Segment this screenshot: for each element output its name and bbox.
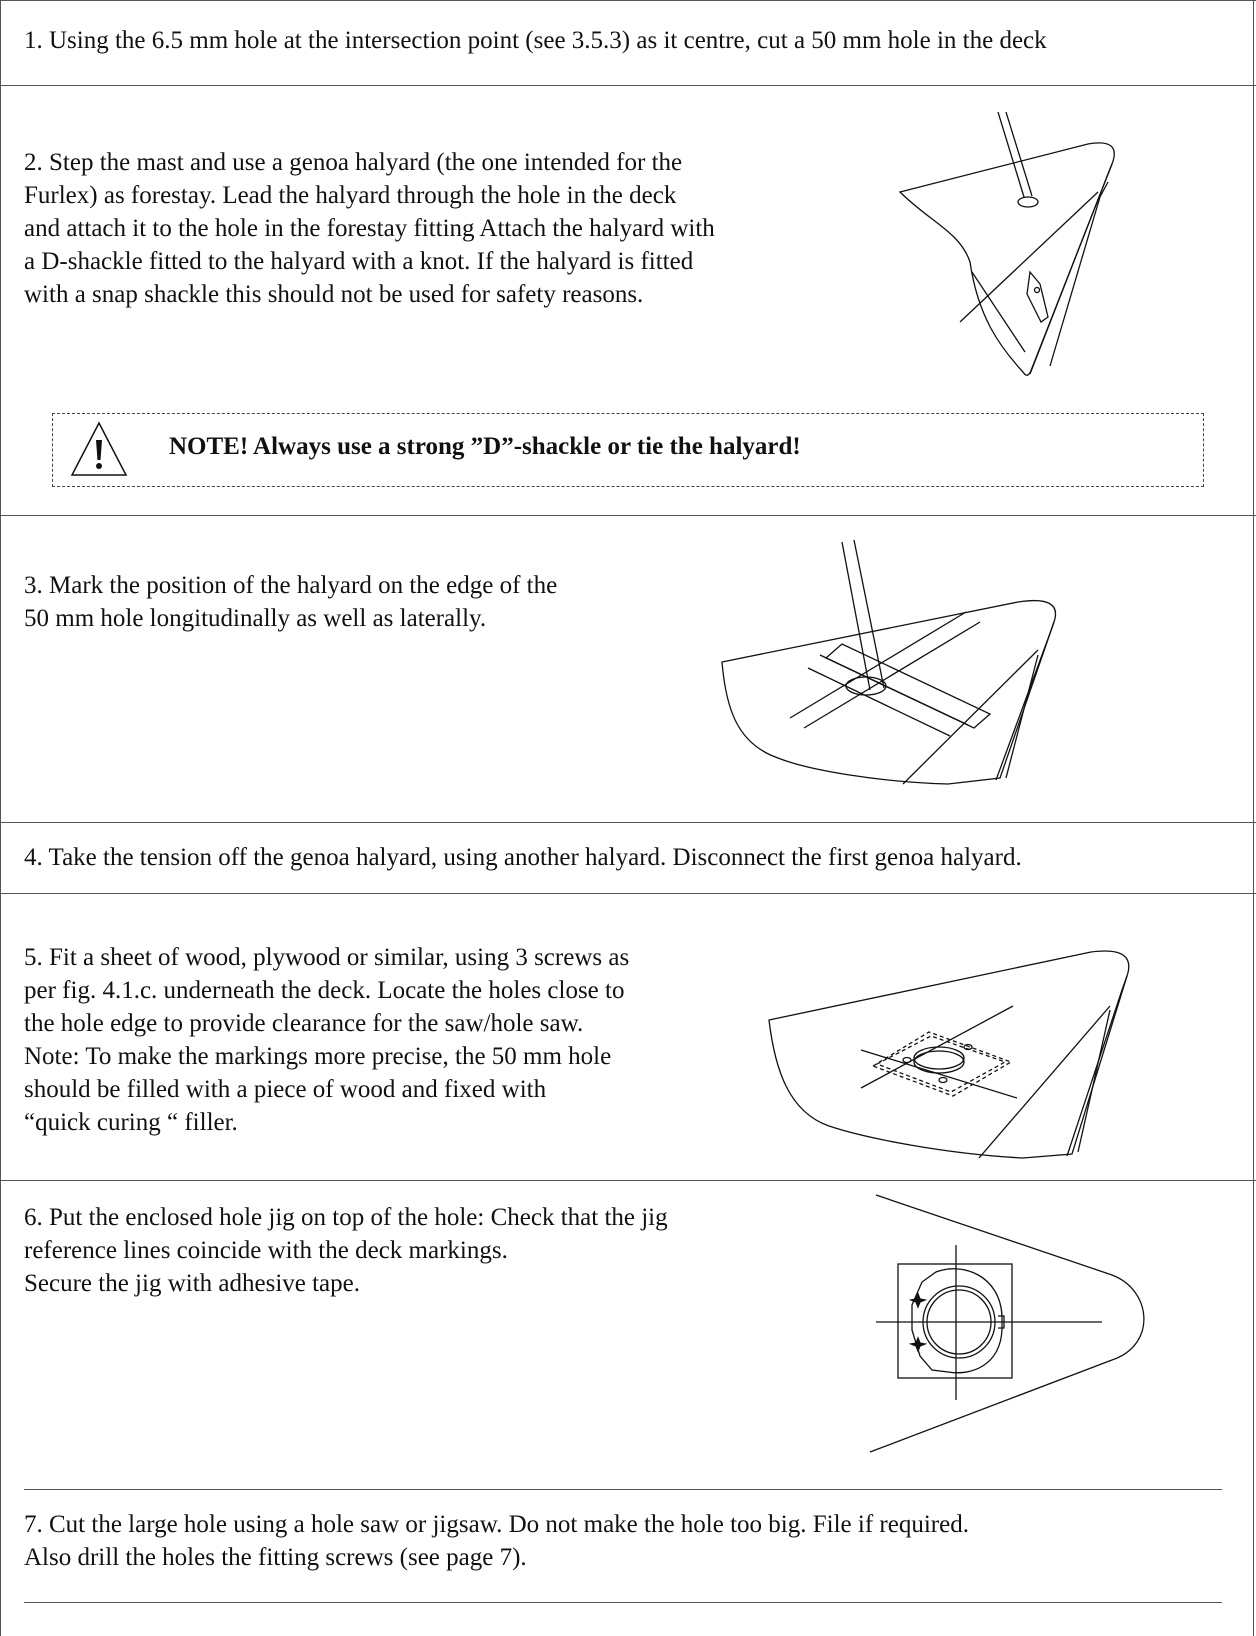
- safety-note: [52, 413, 1204, 487]
- row-divider: [0, 515, 1256, 516]
- step-5-text: 5. Fit a sheet of wood, plywood or similar, using 3 screws as per fig. 4.1.c. underneath the deck. Locate the holes close to the hole edge to provide clearance for the saw/hole saw. Note: To make the markings more precise, the 50 mm hole should be filled with a piece of wood and fixed with “quick curing “ filler.: [24, 944, 630, 1136]
- hole-jig-illustration: [862, 1190, 1154, 1460]
- step-1-text: 1. Using the 6.5 mm hole at the intersection point (see 3.5.3) as it centre, cut a 50 mm hole in the deck: [24, 27, 1047, 54]
- step-4-text: 4. Take the tension off the genoa halyard, using another halyard. Disconnect the first genoa halyard.: [24, 844, 1022, 871]
- step-3-text: 3. Mark the position of the halyard on the edge of the 50 mm hole longitudinally as well as laterally.: [24, 572, 558, 632]
- section-divider: [24, 1602, 1222, 1603]
- deck-halyard-illustration: [890, 112, 1170, 407]
- note-text: NOTE! Always use a strong ”D”-shackle or tie the halyard!: [169, 433, 801, 460]
- warning-triangle-icon: [69, 420, 129, 478]
- deck-plywood-illustration: [765, 940, 1145, 1170]
- row-divider: [0, 0, 1256, 1]
- row-divider: [0, 822, 1256, 823]
- row-divider: [0, 85, 1256, 86]
- step-7-text: 7. Cut the large hole using a hole saw or jigsaw. Do not make the hole too big. File if required. Also drill the holes the fitting screws (see page 7).: [24, 1511, 969, 1571]
- step-6-text: 6. Put the enclosed hole jig on top of the hole: Check that the jig reference lines coincide with the deck markings. Secure the jig with adhesive tape.: [24, 1204, 668, 1297]
- row-divider: [0, 893, 1256, 894]
- section-divider: [24, 1489, 1222, 1490]
- step-2-text: 2. Step the mast and use a genoa halyard (the one intended for the Furlex) as forestay. Lead the halyard through the hole in the deck and attach it to the hole in the forestay fitting Attach the halyard with a D-shackle fitted to the halyard with a knot. If the halyard is fitted with a snap shackle this should not be used for safety reasons.: [24, 149, 715, 308]
- row-divider: [0, 1180, 1256, 1181]
- deck-marking-illustration: [718, 540, 1088, 790]
